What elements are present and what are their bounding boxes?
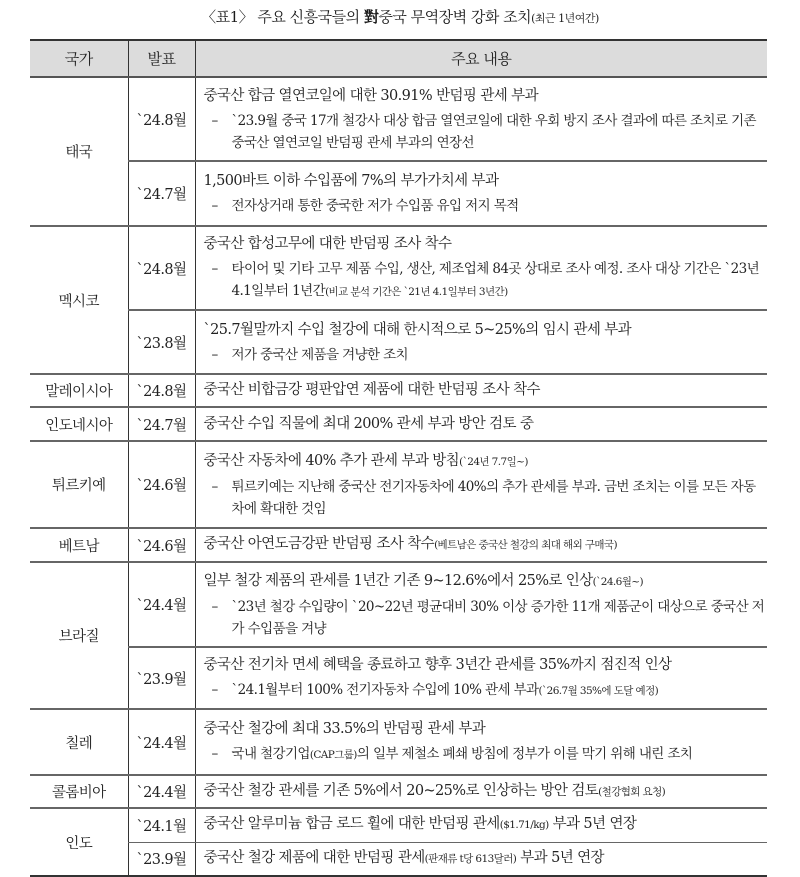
content-cell (195, 441, 767, 528)
main-text: 1,500바트 이하 수입품에 7%의 부가가치세 부과 (203, 173, 499, 189)
date-cell: `23.9월 (128, 647, 195, 709)
main-text: 중국산 아연도금강판 반덤핑 조사 착수(베트남은 중국산 철강의 최대 해외 구매국) (203, 536, 617, 552)
content-cell (195, 374, 767, 407)
country-cell: 말레이시아 (30, 374, 128, 407)
table-row (30, 374, 767, 407)
content-cell (195, 528, 767, 562)
date-cell: `23.8월 (128, 310, 195, 374)
content-cell (195, 310, 767, 374)
table-row (30, 528, 767, 562)
table-row (30, 441, 767, 528)
sub-text: – 타이어 및 기타 고무 제품 수입, 생산, 제조업체 84곳 상대로 조사 예정. 조사 대상 기간은 `23년 4.1일부터 1년간(비교 분석 기간은 `21년 4.1일부터 3년간) (211, 261, 760, 299)
title-bold: 對 (363, 8, 379, 26)
content-cell (195, 709, 767, 775)
main-text: 중국산 철강 관세를 기존 5%에서 20~25%로 인상하는 방안 검토(철강협회 요청) (203, 782, 666, 799)
sub-text: – 저가 중국산 제품을 겨냥한 조치 (211, 346, 408, 363)
content-cell (195, 842, 767, 876)
date-cell: `24.4월 (128, 775, 195, 808)
table-row (30, 842, 767, 876)
main-text: 중국산 수입 직물에 최대 200% 관세 부과 방안 검토 중 (203, 415, 534, 432)
sub-text: – 전자상거래 통한 중국한 저가 수입품 유입 저지 목적 (211, 198, 519, 214)
content-cell (195, 808, 767, 842)
content-cell (195, 407, 767, 441)
table-row (30, 808, 767, 842)
main-text: 중국산 비합금강 평판압연 제품에 대한 반덤핑 조사 착수 (203, 382, 540, 398)
sub-text: – `23.9월 중국 17개 철강사 대상 합금 열연코일에 대한 우회 방지 조사 결과에 따른 조치로 기존 중국산 열연코일 반덤핑 관세 부과의 연장선 (211, 112, 756, 151)
table-row (30, 647, 767, 709)
table-row (30, 161, 767, 226)
main-text: 중국산 자동차에 40% 추가 관세 부과 방침(`24년 7.7일~) (203, 452, 528, 469)
main-text: 중국산 철강에 최대 33.5%의 반덤핑 관세 부과 (203, 721, 486, 737)
table-row (30, 562, 767, 647)
content-cell (195, 647, 767, 709)
title-text: 〈표1〉 주요 신흥국들의 (201, 8, 364, 26)
main-text: 중국산 철강 제품에 대한 반덤핑 관세(판재류 t당 613달러) 부과 5년 연장 (203, 849, 604, 866)
date-cell: `24.7월 (128, 161, 195, 226)
country-cell: 인도 (30, 808, 128, 876)
date-cell: `24.6월 (128, 441, 195, 528)
table-row (30, 226, 767, 310)
country-cell: 콜롬비아 (30, 775, 128, 808)
table-row (30, 775, 767, 808)
header-content: 주요 내용 (195, 40, 767, 77)
country-cell: 브라질 (30, 562, 128, 709)
date-cell: `23.9월 (128, 842, 195, 876)
country-cell: 태국 (30, 77, 128, 226)
date-cell: `24.8월 (128, 77, 195, 161)
sub-text: – 국내 철강기업(CAP그룹)의 일부 제철소 폐쇄 방침에 정부가 이를 막기 위해 내린 조치 (211, 746, 693, 762)
trade-barrier-table (30, 39, 767, 877)
title-note: (최근 1년여간) (531, 12, 599, 25)
main-text: 중국산 전기차 면세 혜택을 종료하고 향후 3년간 관세를 35%까지 점진적 인상 (203, 657, 672, 673)
table-row (30, 407, 767, 441)
header-row (30, 40, 767, 77)
date-cell: `24.8월 (128, 226, 195, 310)
table-row (30, 77, 767, 161)
table-row (30, 310, 767, 374)
content-cell (195, 161, 767, 226)
content-cell (195, 562, 767, 647)
date-cell: `24.4월 (128, 562, 195, 647)
date-cell: `24.1월 (128, 808, 195, 842)
main-text: 중국산 합금 열연코일에 대한 30.91% 반덤핑 관세 부과 (203, 87, 538, 104)
country-cell: 멕시코 (30, 226, 128, 374)
title-text-rest: 중국 무역장벽 강화 조치 (378, 8, 532, 26)
sub-text: – `23년 철강 수입량이 `20~22년 평균대비 30% 이상 증가한 11개 제품군이 대상으로 중국산 저가 수입품을 겨냥 (211, 598, 765, 637)
country-cell: 칠레 (30, 709, 128, 775)
content-cell (195, 77, 767, 161)
country-cell: 튀르키예 (30, 441, 128, 528)
sub-text: – `24.1월부터 100% 전기자동차 수입에 10% 관세 부과(`26.7월 35%에 도달 예정) (211, 682, 659, 698)
date-cell: `24.7월 (128, 407, 195, 441)
country-cell: 인도네시아 (30, 407, 128, 441)
main-text: 중국산 합성고무에 대한 반덤핑 조사 착수 (203, 236, 452, 252)
header-date: 발표 (128, 40, 195, 77)
header-country: 국가 (30, 40, 128, 77)
main-text: `25.7월말까지 수입 철강에 대해 한시적으로 5~25%의 임시 관세 부과 (203, 321, 632, 338)
content-cell (195, 775, 767, 808)
country-cell: 베트남 (30, 528, 128, 562)
main-text: 중국산 알루미늄 합금 로드 휠에 대한 반덤핑 관세($1.71/kg) 부과 5년 연장 (203, 816, 637, 833)
table-row (30, 709, 767, 775)
date-cell: `24.4월 (128, 709, 195, 775)
table-title (0, 6, 800, 27)
date-cell: `24.6월 (128, 528, 195, 562)
main-text: 일부 철강 제품의 관세를 1년간 기존 9~12.6%에서 25%로 인상(`24.6월~) (203, 572, 643, 589)
sub-text: – 튀르키예는 지난해 중국산 전기자동차에 40%의 추가 관세를 부과. 금번 조치는 이를 모든 자동차에 확대한 것임 (211, 478, 756, 517)
date-cell: `24.8월 (128, 374, 195, 407)
content-cell (195, 226, 767, 310)
